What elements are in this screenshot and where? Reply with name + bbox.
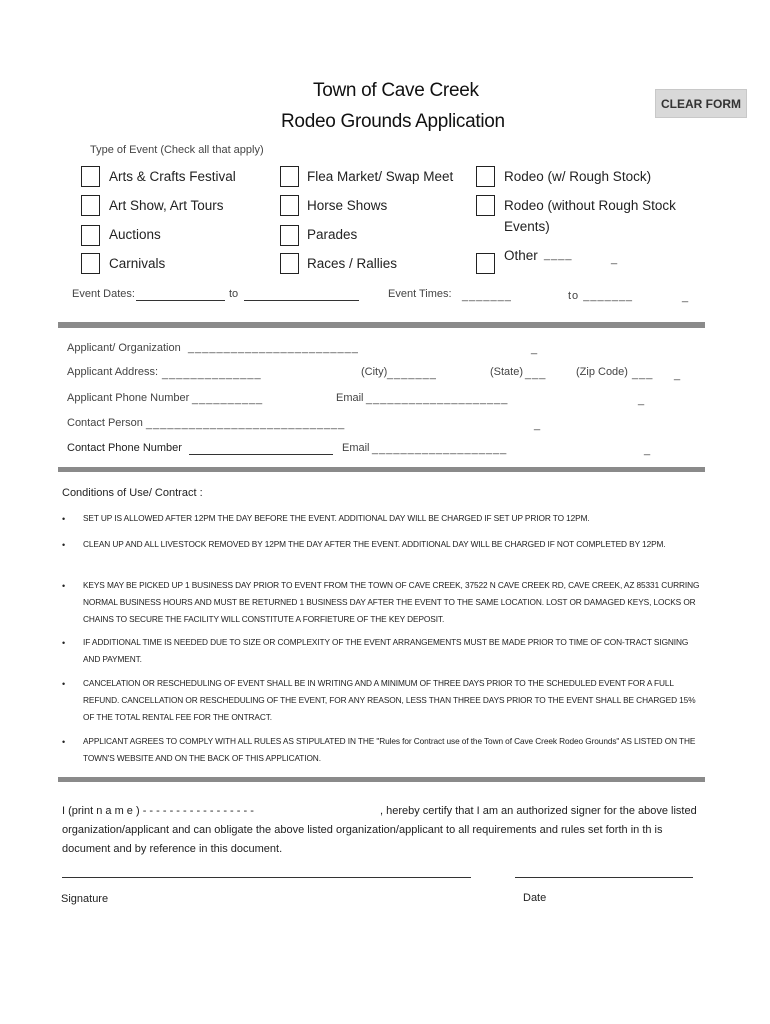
bullet-5: • xyxy=(62,679,66,689)
date-field[interactable] xyxy=(515,877,693,878)
zip-field[interactable]: ___ xyxy=(632,368,654,380)
checkbox-races-rallies[interactable] xyxy=(280,253,299,274)
certify-text: organization/applicant and can obligate the above listed organization/applicant to all requirements and rules set forth in th is document and by reference in this document. xyxy=(62,824,663,855)
option-other: Other xyxy=(504,248,538,263)
option-rodeo-no-rough-cont: Events) xyxy=(504,219,550,234)
print-name-field[interactable]: I (print n a m e ) - - - - - - - - - - - - - - - - - xyxy=(62,805,254,817)
condition-3: KEYS MAY BE PICKED UP 1 BUSINESS DAY PRIOR TO EVENT FROM THE TOWN OF CAVE CREEK, 37522 N CAVE CREEK RD, CAVE CREEK, AZ 85331 CURRING NORMAL BUSINESS HOURS AND MUST BE RETURNED 1 BUSINESS DAY AFTER THE EVENT TO THE SAME LOCATION. LOST OR DAMAGED KEYS, LOCKS OR CHAINS TO SECURE THE FACILITY WILL CONSTITUTE A FORFIETURE OF THE KEY DEPOSIT. xyxy=(83,580,700,624)
checkbox-rodeo-no-rough[interactable] xyxy=(476,195,495,216)
option-races-rallies: Races / Rallies xyxy=(307,256,398,271)
title-application: Rodeo Grounds Application xyxy=(281,111,505,132)
event-date-start-field[interactable] xyxy=(136,300,225,301)
email-label: Email xyxy=(336,392,364,404)
checkbox-flea-market[interactable] xyxy=(280,166,299,187)
contact-person-label: Contact Person xyxy=(67,417,143,429)
checkbox-auctions[interactable] xyxy=(81,225,100,246)
option-arts-crafts: Arts & Crafts Festival xyxy=(109,169,236,184)
condition-4: IF ADDITIONAL TIME IS NEEDED DUE TO SIZE OR COMPLEXITY OF THE EVENT ARRANGEMENTS MUST BE MADE PRIOR TO TIME OF CON-TRACT SIGNING AND PAYMENT. xyxy=(83,637,689,664)
event-time-end-field[interactable]: to _______ xyxy=(568,290,634,302)
contact-phone-label: Contact Phone Number xyxy=(67,442,182,454)
org-label: Applicant/ Organization xyxy=(67,342,181,354)
condition-2: CLEAN UP AND ALL LIVESTOCK REMOVED BY 12PM THE DAY AFTER THE EVENT. ADDITIONAL DAY WILL BE CHARGED IF NOT COMPLETED BY 12PM. xyxy=(83,539,666,549)
condition-5: CANCELATION OR RESCHEDULING OF EVENT SHALL BE IN WRITING AND A MINIMUM OF THREE DAYS PRIOR TO THE SCHEDULED EVENT FOR A FULL REFUND. CANCELLATION OR RESCHEDULING OF THE EVENT, FOR ANY REASON, LESS THAN THREE DAYS PRIOR TO THE EVENT SHALL BE CHARGED 15% OF THE TOTAL RENTAL FEE FOR THE ONTRACT. xyxy=(83,678,696,722)
condition-1: SET UP IS ALLOWED AFTER 12PM THE DAY BEFORE THE EVENT. ADDITIONAL DAY WILL BE CHARGED IF SET UP PRIOR TO 12PM. xyxy=(83,513,590,523)
event-type-heading: Type of Event (Check all that apply) xyxy=(90,144,264,156)
contact-person-field[interactable]: ____________________________ xyxy=(146,418,346,430)
option-horse-shows: Horse Shows xyxy=(307,198,388,213)
option-carnivals: Carnivals xyxy=(109,256,166,271)
option-auctions: Auctions xyxy=(109,227,161,242)
checkbox-art-show[interactable] xyxy=(81,195,100,216)
address-label: Applicant Address: xyxy=(67,366,159,378)
option-rodeo-rough: Rodeo (w/ Rough Stock) xyxy=(504,169,652,184)
state-label: (State) xyxy=(490,366,524,378)
email-field[interactable]: ____________________ xyxy=(366,393,509,405)
bullet-4: • xyxy=(62,638,66,648)
signature-label: Signature xyxy=(61,893,109,905)
bullet-3: • xyxy=(62,581,66,591)
option-art-show: Art Show, Art Tours xyxy=(109,198,224,213)
contact-phone-field[interactable] xyxy=(189,454,333,455)
clear-form-button[interactable]: CLEAR FORM xyxy=(655,89,747,118)
contact-email-label: Email xyxy=(342,442,370,454)
section-divider-2 xyxy=(58,467,705,472)
address-end-mark: _ xyxy=(674,369,682,381)
event-dates-label: Event Dates: xyxy=(72,288,135,300)
checkbox-carnivals[interactable] xyxy=(81,253,100,274)
event-date-end-field[interactable] xyxy=(244,300,359,301)
bullet-6: • xyxy=(62,737,66,747)
signature-field[interactable] xyxy=(62,877,471,878)
checkbox-horse-shows[interactable] xyxy=(280,195,299,216)
city-field[interactable]: _______ xyxy=(387,368,437,380)
event-times-label: Event Times: xyxy=(388,288,452,300)
org-end-mark: _ xyxy=(531,343,539,355)
option-flea-market: Flea Market/ Swap Meet xyxy=(307,169,454,184)
other-blank[interactable]: ____ xyxy=(544,249,573,261)
email-end-mark: _ xyxy=(638,394,646,406)
state-field[interactable]: ___ xyxy=(525,368,547,380)
dates-end-mark: _ xyxy=(682,291,690,303)
bullet-1: • xyxy=(62,514,66,524)
contact-email-end-mark: _ xyxy=(644,444,652,456)
checkbox-parades[interactable] xyxy=(280,225,299,246)
section-divider-1 xyxy=(58,322,705,328)
option-parades: Parades xyxy=(307,227,358,242)
phone-label: Applicant Phone Number xyxy=(67,392,190,404)
section-divider-3 xyxy=(58,777,705,782)
bullet-2: • xyxy=(62,540,66,550)
checkbox-other[interactable] xyxy=(476,253,495,274)
contact-email-field[interactable]: ___________________ xyxy=(372,443,508,455)
title-town: Town of Cave Creek xyxy=(313,80,479,101)
option-rodeo-no-rough: Rodeo (without Rough Stock xyxy=(504,198,676,213)
conditions-heading: Conditions of Use/ Contract : xyxy=(62,487,203,499)
certify-text-tail: , hereby certify that I am an authorized signer for the above listed xyxy=(380,805,697,817)
other-end-mark: _ xyxy=(611,253,619,265)
org-field[interactable]: ________________________ xyxy=(188,342,359,354)
address-field[interactable]: ______________ xyxy=(162,368,262,380)
condition-6: APPLICANT AGREES TO COMPLY WITH ALL RULES AS STIPULATED IN THE "Rules for Contract use of the Town of Cave Creek Rodeo Grounds" AS LISTED ON THE TOWN'S WEBSITE AND ON THE BACK OF THIS APPLICATION. xyxy=(83,736,696,763)
city-label: (City) xyxy=(361,366,388,378)
date-label: Date xyxy=(523,892,547,904)
checkbox-rodeo-rough[interactable] xyxy=(476,166,495,187)
phone-field[interactable]: __________ xyxy=(192,393,264,405)
dates-to-label: to xyxy=(229,288,239,300)
event-time-start-field[interactable]: _______ xyxy=(462,290,512,302)
zip-label: (Zip Code) xyxy=(576,366,628,378)
contact-end-mark: _ xyxy=(534,419,542,431)
checkbox-arts-crafts[interactable] xyxy=(81,166,100,187)
